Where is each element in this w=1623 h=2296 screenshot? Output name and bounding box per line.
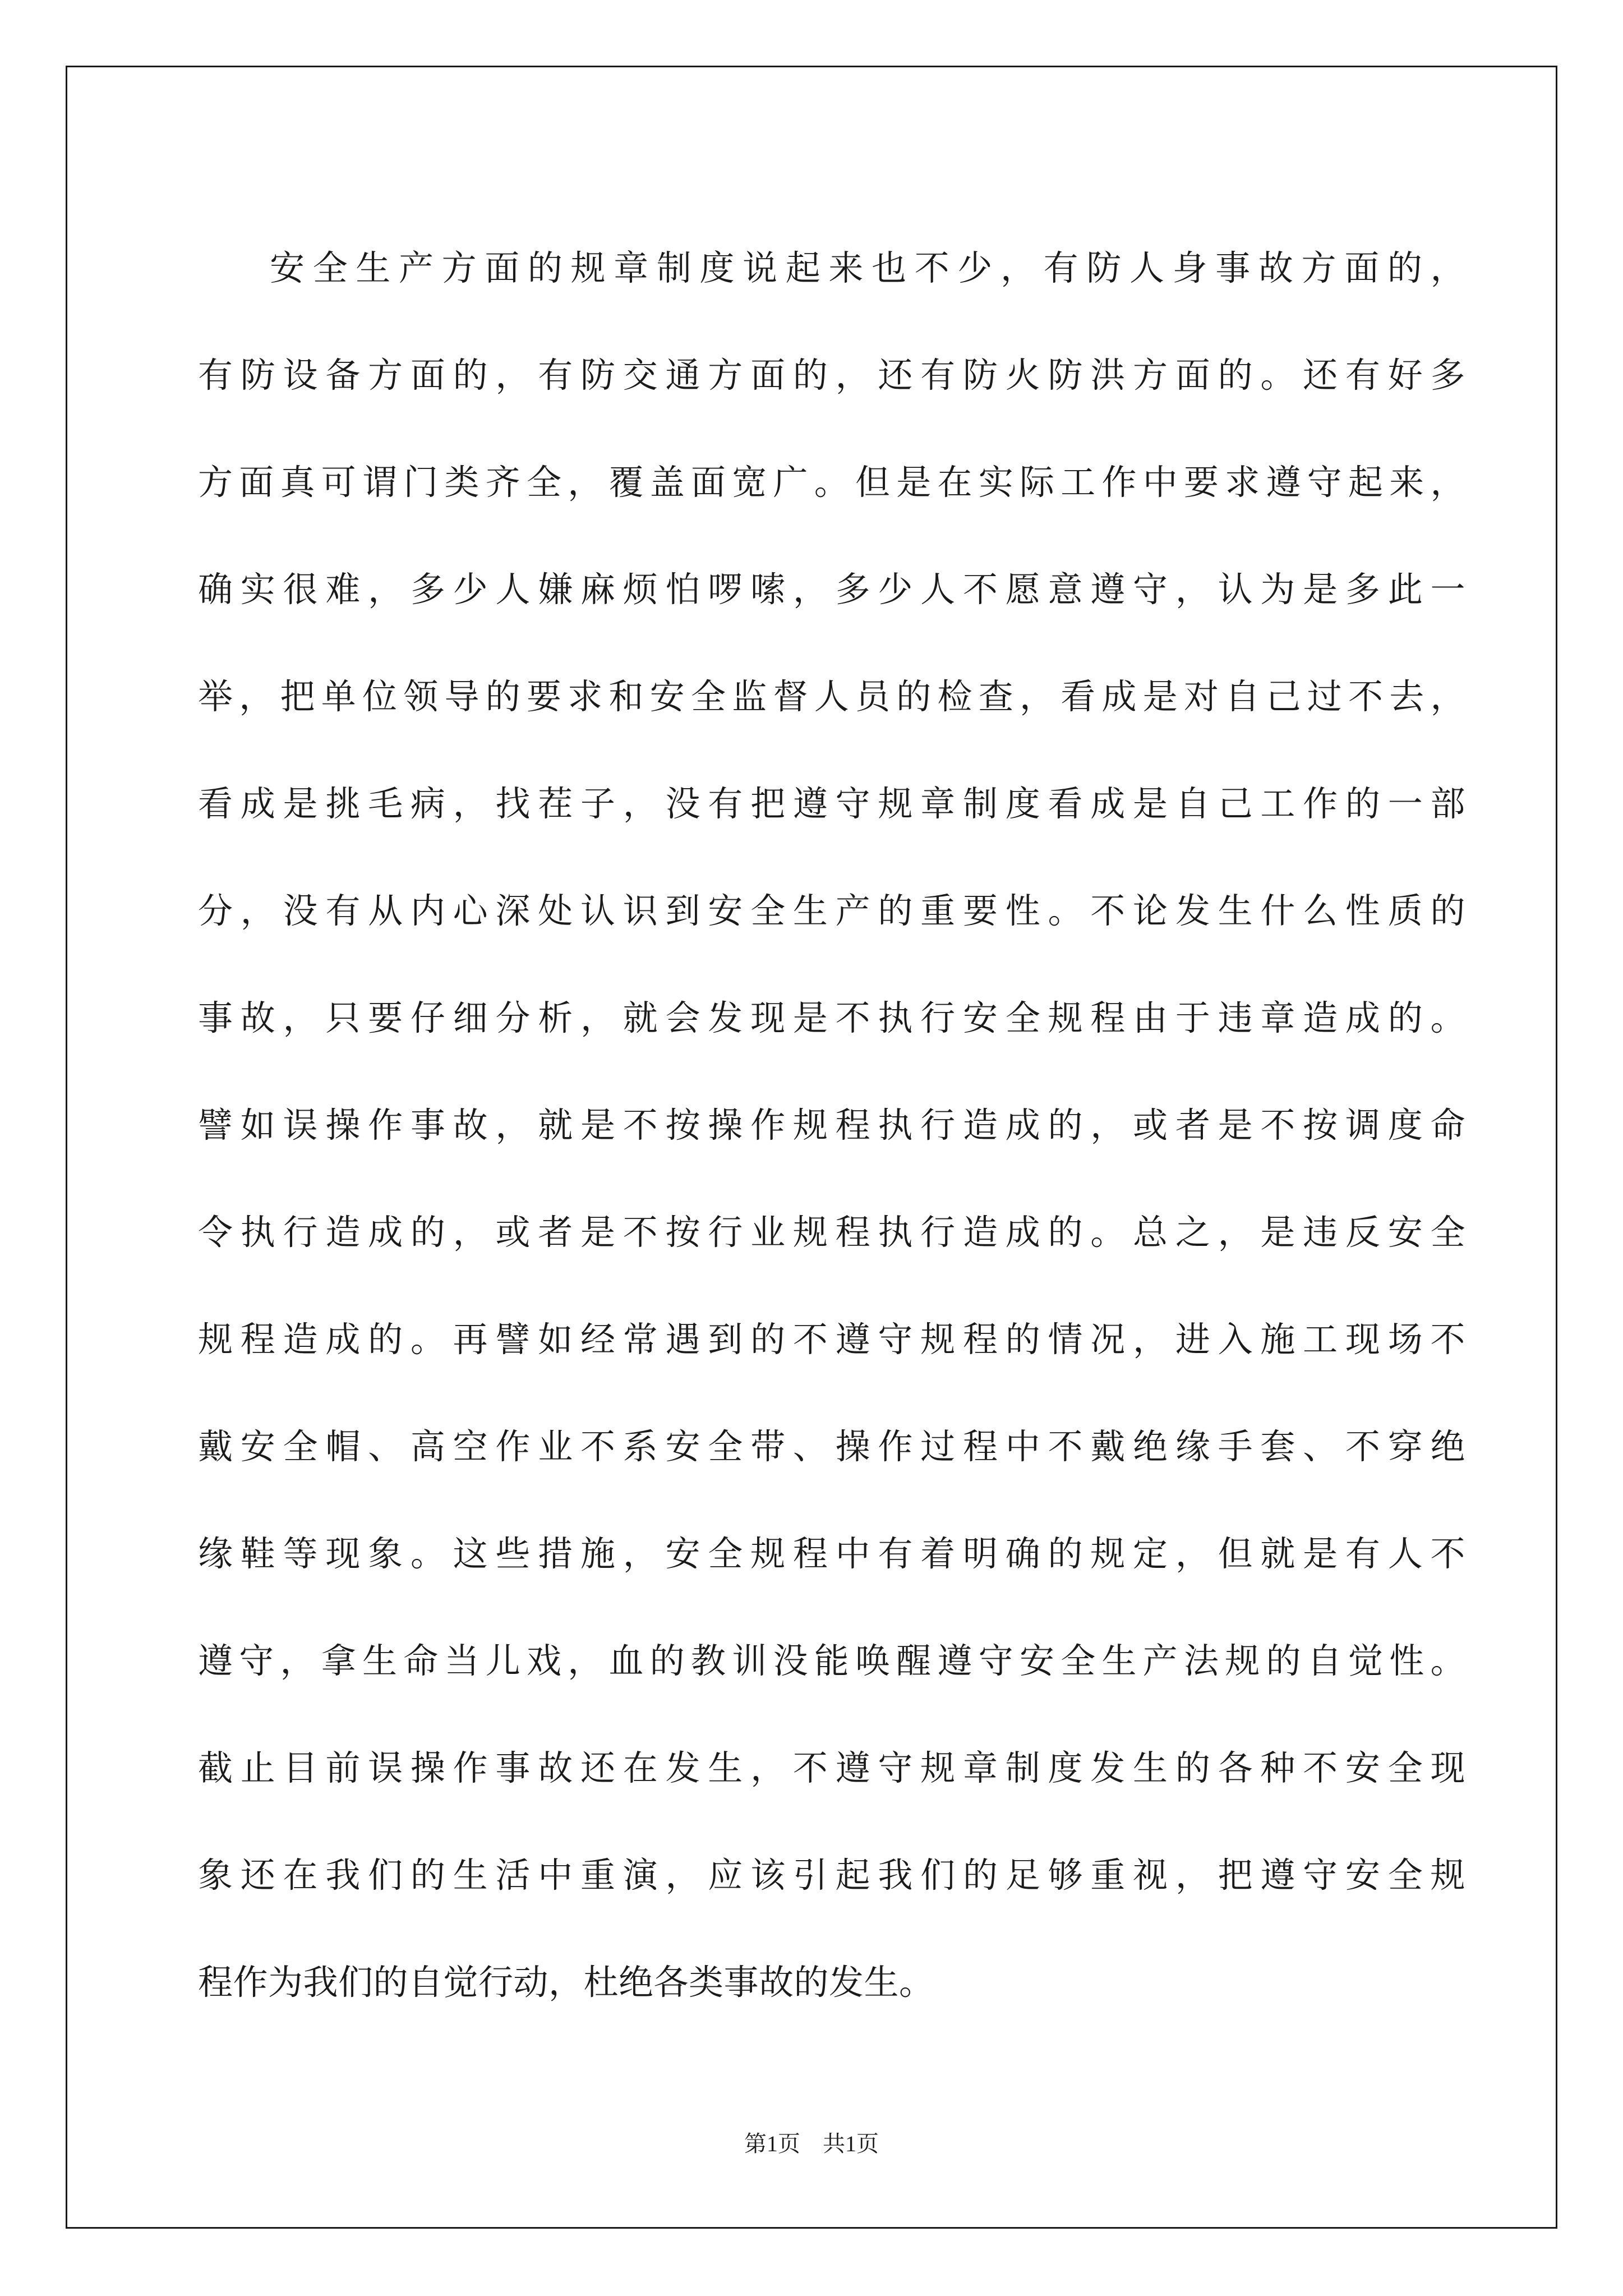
paragraph-line: 规程造成的。再譬如经常遇到的不遵守规程的情况，进入施工现场不 xyxy=(198,1319,1465,1360)
paragraph-line: 象还在我们的生活中重演，应该引起我们的足够重视，把遵守安全规 xyxy=(198,1855,1465,1895)
paragraph-line: 有防设备方面的，有防交通方面的，还有防火防洪方面的。还有好多 xyxy=(198,355,1465,395)
paragraph-line: 方面真可谓门类齐全，覆盖面宽广。但是在实际工作中要求遵守起来， xyxy=(198,462,1465,503)
paragraph-line: 遵守，拿生命当儿戏，血的教训没能唤醒遵守安全生产法规的自觉性。 xyxy=(198,1640,1465,1681)
paragraph-line: 程作为我们的自觉行动，杜绝各类事故的发生。 xyxy=(198,1962,934,2003)
body-paragraph xyxy=(198,214,1465,2036)
paragraph-line: 譬如误操作事故，就是不按操作规程执行造成的，或者是不按调度命 xyxy=(198,1105,1465,1145)
page-number-footer: 第1页 共1页 xyxy=(744,2131,879,2156)
paragraph-line: 举，把单位领导的要求和安全监督人员的检查，看成是对自己过不去， xyxy=(198,676,1465,717)
paragraph-line: 安全生产方面的规章制度说起来也不少，有防人身事故方面的， xyxy=(270,247,1465,288)
paragraph-line: 令执行造成的，或者是不按行业规程执行造成的。总之，是违反安全 xyxy=(198,1212,1465,1253)
paragraph-line: 分，没有从内心深处认识到安全生产的重要性。不论发生什么性质的 xyxy=(198,890,1465,931)
paragraph-line: 确实很难，多少人嫌麻烦怕啰嗦，多少人不愿意遵守，认为是多此一 xyxy=(198,569,1465,610)
paragraph-line: 截止目前误操作事故还在发生，不遵守规章制度发生的各种不安全现 xyxy=(198,1747,1465,1788)
paragraph-line: 看成是挑毛病，找茬子，没有把遵守规章制度看成是自己工作的一部 xyxy=(198,783,1465,824)
paragraph-line: 事故，只要仔细分析，就会发现是不执行安全规程由于违章造成的。 xyxy=(198,997,1465,1038)
paragraph-line: 戴安全帽、高空作业不系安全带、操作过程中不戴绝缘手套、不穿绝 xyxy=(198,1426,1465,1467)
paragraph-line: 缘鞋等现象。这些措施，安全规程中有着明确的规定，但就是有人不 xyxy=(198,1533,1465,1574)
